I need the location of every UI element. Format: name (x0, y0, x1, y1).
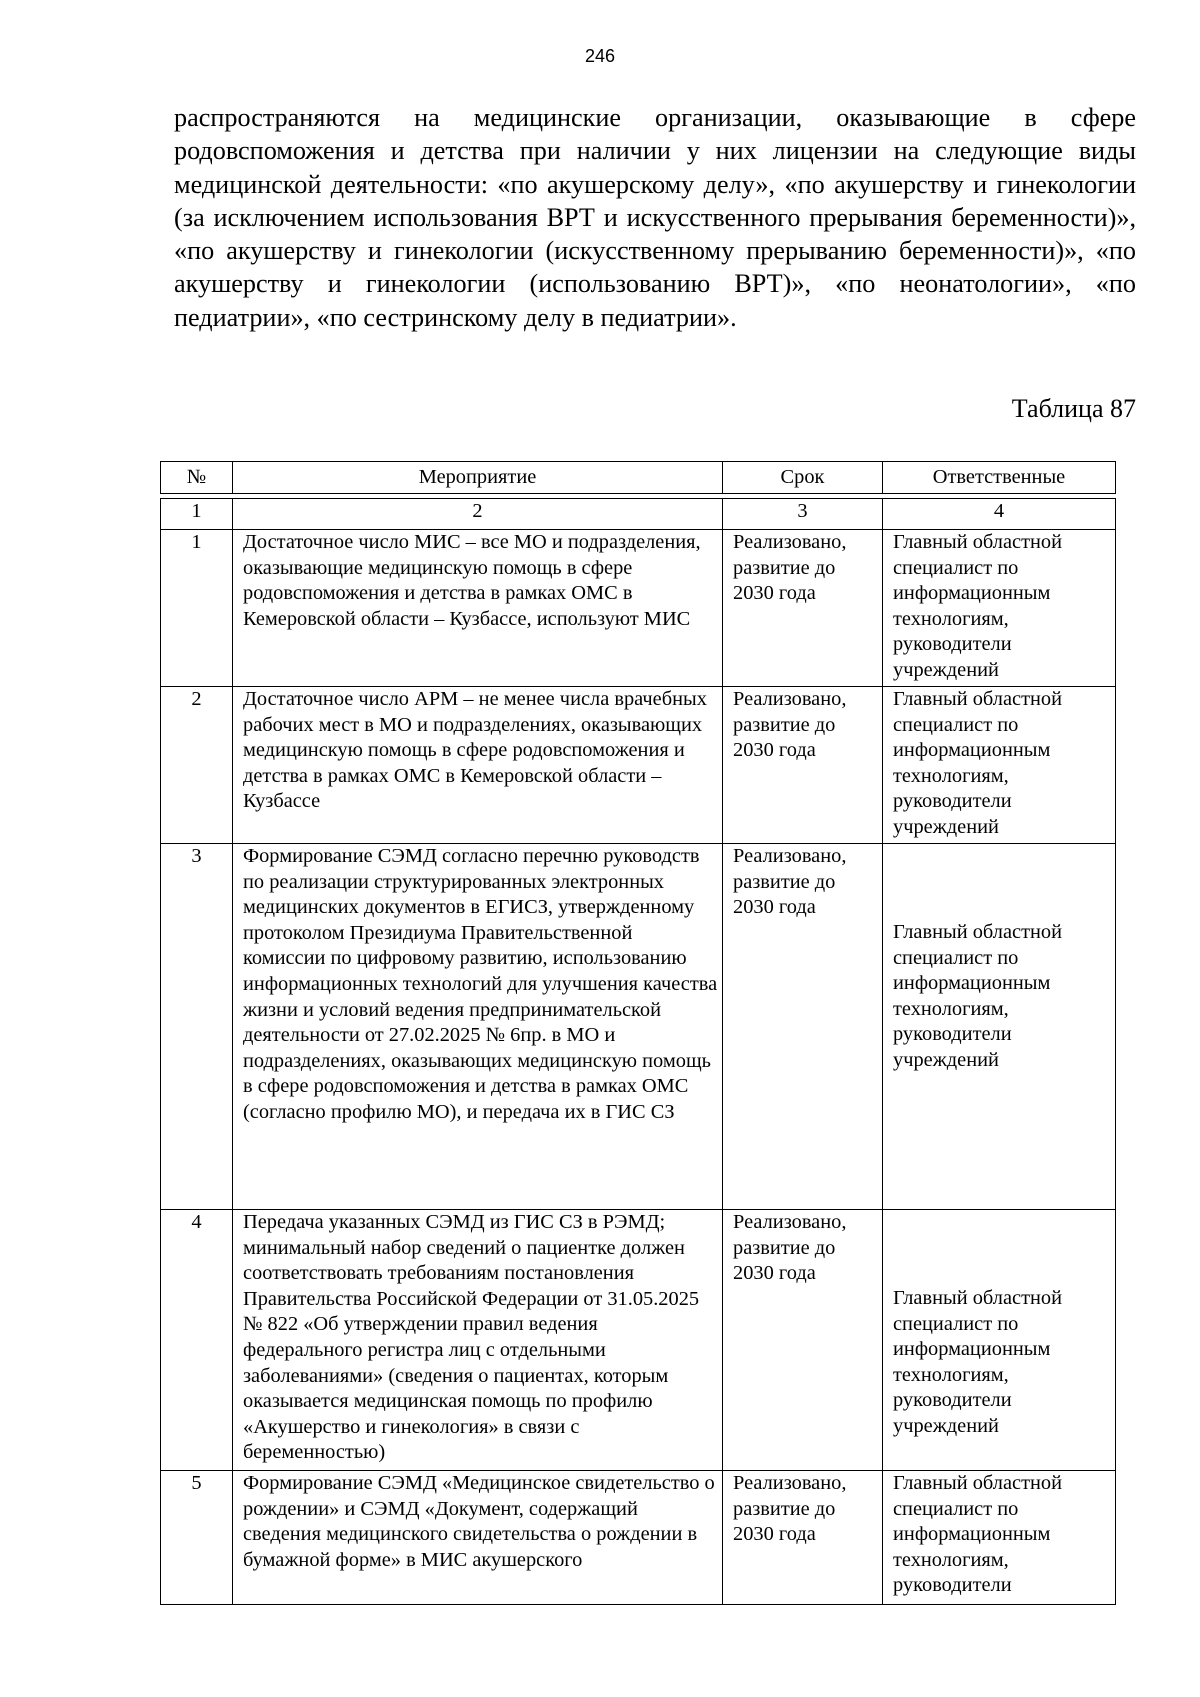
header-responsible: Ответственные (883, 462, 1116, 494)
row-term: Реализовано, развитие до 2030 года (723, 687, 883, 844)
row-responsible: Главный областной специалист по информационным технологиям, руководители учреждений (893, 921, 1062, 1071)
column-number: 4 (883, 499, 1116, 530)
row-number: 1 (161, 530, 233, 687)
row-term: Реализовано, развитие до 2030 года (723, 1471, 883, 1605)
table-row (161, 844, 1116, 1210)
table-row (161, 530, 1116, 687)
column-number: 1 (161, 499, 233, 530)
header-number: № (161, 462, 233, 494)
column-number: 3 (723, 499, 883, 530)
row-responsible: Главный областной специалист по информационным технологиям, руководители (883, 1471, 1116, 1605)
table-caption: Таблица 87 (1011, 394, 1136, 423)
intro-paragraph: распространяются на медицинские организации, оказывающие в сфере родовспоможения и детства при наличии у них лицензии на следующие виды медицинской деятельности: «по акушерскому делу», «по акушерству и гинекологии (за исключением использования ВРТ и искусственного прерывания беременности)», «по акушерству и гинекологии (искусственному прерыванию беременности)», «по акушерству и гинекологии (использованию ВРТ)», «по неонатологии», «по педиатрии», «по сестринскому делу в педиатрии». (174, 103, 1136, 332)
row-responsible-cell (883, 1210, 1116, 1471)
header-event: Мероприятие (233, 462, 723, 494)
cell-spacer (893, 1210, 1111, 1286)
column-numbers-row (161, 499, 1116, 530)
row-term: Реализовано, развитие до 2030 года (723, 530, 883, 687)
row-event: Формирование СЭМД согласно перечню руководств по реализации структурированных электронных медицинских документов в ЕГИСЗ, утвержденному протоколом Президиума Правительственной комиссии по цифровому развитию, использованию информационных технологий для улучшения качества жизни и условий ведения предпринимательской деятельности от 27.02.2025 № 6пр. в МО и подразделениях, оказывающих медицинскую помощь в сфере родовспоможения и детства в рамках ОМС (согласно профилю МО), и передача их в ГИС СЗ (233, 844, 723, 1210)
table-header-row (161, 462, 1116, 494)
column-number: 2 (233, 499, 723, 530)
header-term: Срок (723, 462, 883, 494)
row-responsible: Главный областной специалист по информационным технологиям, руководители учреждений (893, 1287, 1062, 1437)
events-table (160, 461, 1116, 1605)
table-row (161, 1210, 1116, 1471)
row-event: Достаточное число МИС – все МО и подразделения, оказывающие медицинскую помощь в сфере родовспоможения и детства в рамках ОМС в Кемеровской области – Кузбассе, используют МИС (233, 530, 723, 687)
row-term: Реализовано, развитие до 2030 года (723, 1210, 883, 1471)
table-row (161, 687, 1116, 844)
cell-spacer (893, 844, 1111, 920)
row-number: 3 (161, 844, 233, 1210)
row-responsible-cell (883, 844, 1116, 1210)
row-responsible: Главный областной специалист по информационным технологиям, руководители учреждений (883, 530, 1116, 687)
row-event: Достаточное число АРМ – не менее числа врачебных рабочих мест в МО и подразделениях, оказывающих медицинскую помощь в сфере родовспоможения и детства в рамках ОМС в Кемеровской области – Кузбассе (233, 687, 723, 844)
row-number: 5 (161, 1471, 233, 1605)
page-number: 246 (584, 46, 616, 66)
table-row (161, 1471, 1116, 1605)
row-number: 4 (161, 1210, 233, 1471)
row-number: 2 (161, 687, 233, 844)
row-term: Реализовано, развитие до 2030 года (723, 844, 883, 1210)
row-responsible: Главный областной специалист по информационным технологиям, руководители учреждений (883, 687, 1116, 844)
row-event: Передача указанных СЭМД из ГИС СЗ в РЭМД; минимальный набор сведений о пациентке должен соответствовать требованиям постановления Правительства Российской Федерации от 31.05.2025 № 822 «Об утверждении правил ведения федерального регистра лиц с отдельными заболеваниями» (сведения о пациентах, которым оказывается медицинская помощь по профилю «Акушерство и гинекология» в связи с беременностью) (233, 1210, 723, 1471)
row-event: Формирование СЭМД «Медицинское свидетельство о рождении» и СЭМД «Документ, содержащий сведения медицинского свидетельства о рождении в бумажной форме» в МИС акушерского (233, 1471, 723, 1605)
